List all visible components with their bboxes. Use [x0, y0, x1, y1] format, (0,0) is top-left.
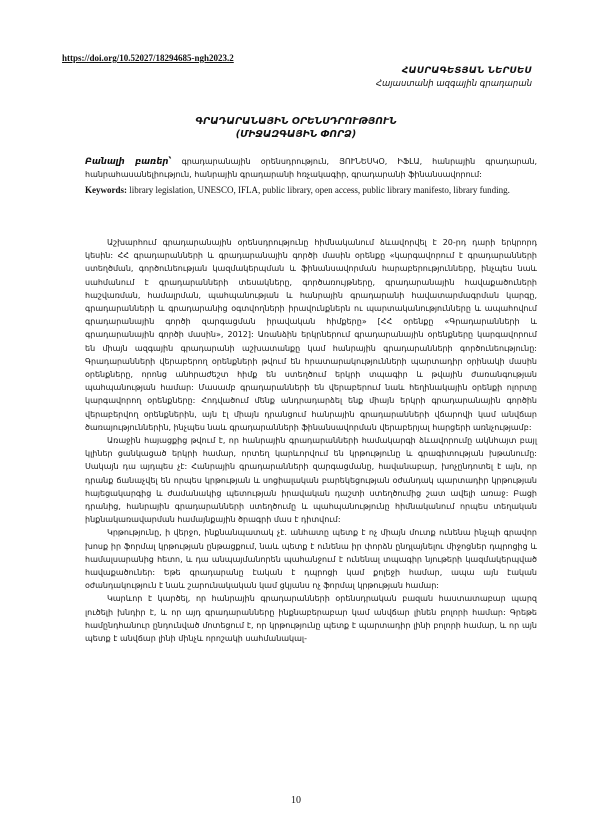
keywords-armenian-label: Բանալի բառեր՝ — [85, 157, 172, 167]
keywords-section — [85, 156, 537, 196]
doi-link[interactable]: https://doi.org/10.52027/18294685-ngh2023.2 — [62, 53, 234, 63]
article-title — [0, 115, 592, 141]
article-title-line-1: ԳՐԱԴԱՐԱՆԱՅԻՆ ՕՐԵՆՍԴՐՈՒԹՅՈՒՆ — [195, 116, 397, 127]
body-paragraph: Աշխարհում գրադարանային օրենսդրությունը հիմնականում ձևավորվել է 20-րդ դարի երկրորդ կեսին: ՀՀ գրադարանների և գրադարանային գործի մասին օրենքը «կարգավորում է գրադարանների ստեղծման, գործունեության կազմակերպման և ֆինանսավորման հարաբերությունները, ինչպես նաև սահմանում է գրադարանների տեսակները, գործառույթները, գրադարանային հավաքածուների հաշվառման, համալրման, պահպանության և հանրային գրադարանի հավատարմագրման կարգը, գրադարանների և գրադարանից օգտվողների իրավունքներն ու պարտականությունները և ապահովում գրադարանային գործի զարգացման իրավական հիմքերը» [ՀՀ օրենքը «Գրադարանների և գրադարանային գործի մասին», 2012]: Առանձին երկրներում գրադարանային օրենքները կարգավորում են միայն ազգային գրադարանի աշխատանքը կամ հանրային գրադարանների գործունեությունը: Գրադարանների վերաբերող օրենքների թվում են հրատարակությունների պարտադիր օրինակի մասին օրենքները, որոնց անհրաժեշտ հիմք են ստեղծում երկրի տպագիր և թվային ժառանգության պահպանության համար: Մասամբ գրադարանների են վերաբերում նաև հեղինակային օրենքի ոլորտը կարգավորող օրենքները: Հոդվածում մենք անդրադարձել ենք միայն երկրի գրադարանային գործին վերաբերվող օրենքներին, այն էլ միայն դրանցում հանրային գրադարանների վճարովի կամ անվճար ծառայություններին, ինչպես նաև գրադարանների ֆինանսավորման վերաբերյալ հարցերի առնչությամբ: — [85, 238, 537, 432]
body-paragraph: Առաջին հայացքից թվում է, որ հանրային գրադարանների համակարգի ձևավորումը ակնհայտ բայլ կլիներ ցանկացած երկրի համար, որտեղ կարևորվում են կրթությունը և գրագիտության խթանումը: Սակայն դա այդպես չէ: Հանրային գրադարանների զարգացմանը, հավանաբար, խոչընդոտել է այն, որ դրանք ճանաչվել են որպես կրթության և սոցիալական բարեկեցության օժանդակ պարտադիր կրթության հայեցակարգից և ժամանակից պետության իրավական դաշտի ստեղծումից շատ ավելի առաջ: Բացի դրանից, հանրային գրադարանների ստեղծումը և պահպանությունը հիմնականում որպես տեղական ինքնակառավարման համայնքային ծրագրի մաս է դիտվում: — [85, 436, 537, 525]
keywords-english-label: Keywords: — [85, 184, 127, 195]
body-paragraph: Կրթությունը, ի վերջո, ինքնանպատակ չէ. անհատը պետք է ոչ միայն մուտք ունենա ինչպի գրավոր խոսք իր ֆորմալ կրթության ընթացքում, նաև պետք է ունենա իր փորձն ընդլայնելու միջոցներ դպրոցից և համալսարանից հետո, և դա անպայմանորեն պահանջում է ունենալ տպագիր նյութերի կազմակերպված հավաքածուներ: Եթե գրադարանը էական է դպրոցի կամ քոլեջի համար, ապա այն էական օժանդակություն է նաև շարունակական կամ ցկյանս ոչ ֆորմալ կրթության համար: — [85, 528, 537, 591]
page-number: 10 — [291, 795, 301, 806]
body-paragraph: Կարևոր է կարծել, որ հանրային գրադարանների օրենսդրական բազան հաստատաբար պարզ լուծելի խնդիր է, և որ այդ գրադարանները ինքնաբերաբար կամ անվճար լինեն բոլորի համար: Գրեթե համընդհանուր ընդունված մոտեցում է, որ կրթությունը պետք է պարտադիր լինի բոլորի համար, և որ այն պետք է անվճար լինի մինչև որոշակի սահմանակալ- — [85, 594, 537, 644]
keywords-english — [85, 184, 537, 197]
author-name: ՀԱՍՐԱԳԵՏՅԱՆ ՆԵՐՍԵՍ — [401, 66, 532, 76]
keywords-armenian — [85, 156, 537, 182]
article-body — [85, 236, 537, 645]
author-affiliation: Հայաստանի ազգային գրադարան — [375, 79, 532, 89]
article-title-line-2: (ՄԻՋԱԶԳԱՅԻՆ ՓՈՐՁ) — [235, 129, 357, 140]
keywords-english-text: library legislation, UNESCO, IFLA, public library, open access, public library manifesto, library funding. — [127, 184, 510, 195]
keywords-armenian-text: գրադարանային օրենսդրություն, ՅՈՒՆԵՍԿՕ, ԻՖԼԱ, հանրային գրադարան, հանրահասանելիություն, հանրային գրադարանի հռչակագիր, գրադարանի ֆինանսավորում: — [85, 157, 537, 179]
